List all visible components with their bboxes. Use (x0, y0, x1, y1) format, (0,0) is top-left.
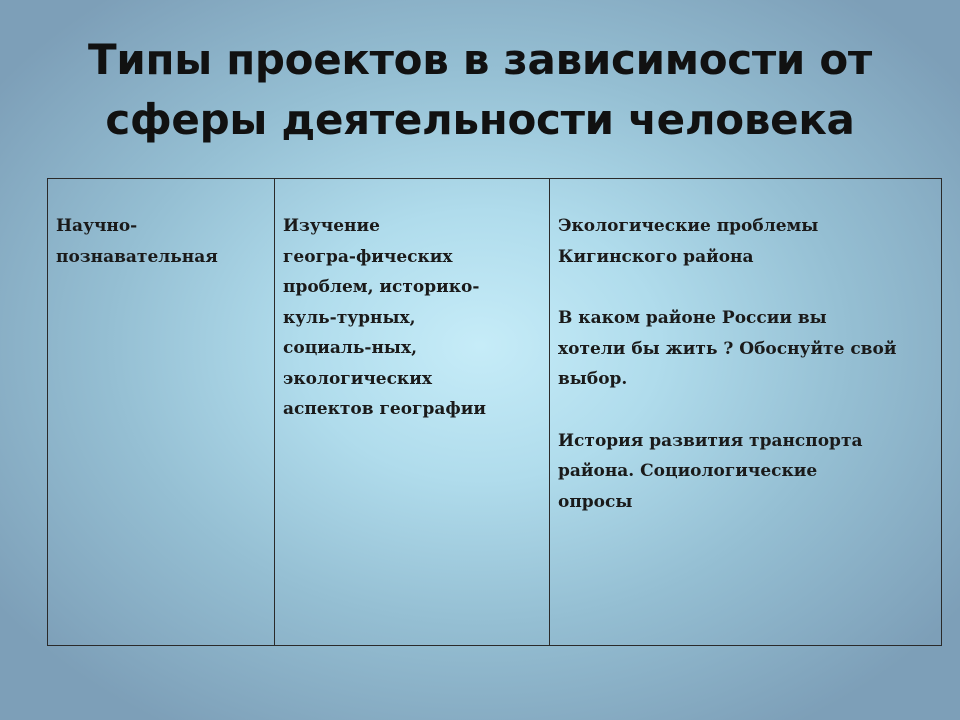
project-types-table-wrapper (47, 178, 896, 646)
slide-title-line-2: сферы деятельности человека (105, 95, 855, 144)
project-type-cell (48, 179, 275, 646)
slide-title (60, 30, 900, 150)
project-description-text: Изучение геогра-фических проблем, историко- куль-турных, социаль-ных, экологических аспектов географии (283, 216, 486, 419)
project-description-cell (275, 179, 550, 646)
project-examples-cell (550, 179, 942, 646)
table-row (48, 179, 942, 646)
slide-title-line-1: Типы проектов в зависимости от (88, 35, 872, 84)
project-types-table (47, 178, 942, 646)
project-example-3: История развития транспорта района. Социологические опросы (558, 430, 863, 512)
project-example-1: Экологические проблемы Кигинского района (558, 216, 819, 267)
project-type-text: Научно- познавательная (56, 216, 218, 267)
project-example-2: В каком районе России вы хотели бы жить ? Обоснуйте свой выбор. (558, 308, 897, 389)
